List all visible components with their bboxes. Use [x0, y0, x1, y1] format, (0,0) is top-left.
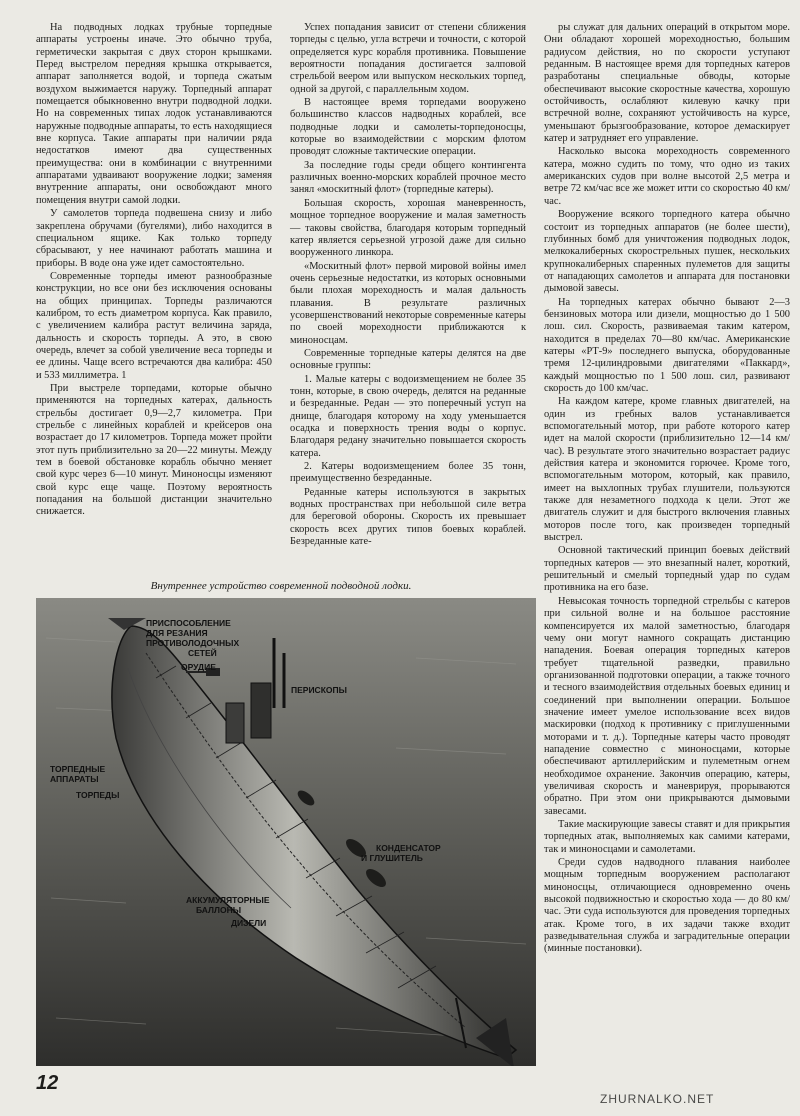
paragraph: Большая скорость, хорошая маневренность, мощное торпедное вооружение и малая заметность — таковы свойства, благодаря которым торпедный катер является серьезной угрозой даже для сильно вооруженного линкора.: [290, 197, 526, 259]
label-torpedoes: Торпеды: [76, 790, 120, 800]
paragraph: На каждом катере, кроме главных двигателей, на один из гребных валов устанавливается вспомогательный мотор, при работе которого катер идет на малой скорости (приблизительно 12—14 км/час). В результате этого значительно возрастает радиус действия катера и экономится горючее. Кроме того, вспомогательным мотором, который, как правило, имеет на выхлопных трубах глушители, пользуются также для незаметного подхода к цели. Этот же двигатель служит и для быстрого включения главных моторов после того, как произведен торпедный выстрел.: [544, 396, 790, 544]
paragraph: «Москитный флот» первой мировой войны имел очень серьезные недостатки, из которых основными были плохая мореходность и малая дальность плавания. В результате различных усовершенствований некоторые современные катеры по своей мореходности приближаются к миноносцам.: [290, 260, 526, 346]
paragraph: При выстреле торпедами, которые обычно применяются на торпедных катерах, дальность стрельбы достигает 0,9—2,7 километра. При стрельбе с линейных кораблей и крейсеров она возрастает до 17 километров. Торпеда может пройти этот путь приблизительно за 20—22 минуты. Между тем в боевой обстановке корабль обычно меняет свой курс через 6—10 минут. Миноносцы изменяют свой курс еще чаще. Поэтому вероятность попадания на большой дистанции значительно снижается.: [36, 382, 272, 518]
paragraph: Современные торпеды имеют разнообразные конструкции, но все они без исключения основаны на общих принципах. Торпеды различаются калибром, то есть диаметром корпуса. Как правило, с увеличением калибра растут величина заряда, дальность и скорость торпеды. А это, в свою очередь, влечет за собой увеличение веса торпеды и ее длины. Чаще всего встречаются два калибра: 450 и 533 миллиметра. 1: [36, 270, 272, 381]
paragraph: ры служат для дальних операций в открытом море. Они обладают хорошей мореходностью, большим радиусом действия, но по скорости уступают реданным. В настоящее время для торпедных катеров разработаны специальные обводы, которые обеспечивают высокие скоростные качества, хорошую остойчивость, ослабляют килевую качку при встречной волне, сохраняют устойчивость на курсе, уменьшают брызгообразование, которое демаскирует катер и затрудняет его управление.: [544, 22, 790, 145]
paragraph: 2. Катеры водоизмещением более 35 тонн, преимущественно безреданные.: [290, 461, 526, 485]
label-diesels: Дизели: [231, 918, 267, 928]
paragraph: На подводных лодках трубные торпедные аппараты устроены иначе. Это обычно труба, герметически закрытая с двух сторон крышками. Перед выстрелом передняя крышка открывается, аппарат заполняется водой, и торпеда сжатым воздухом выжимается наружу. Торпедный аппарат помещается обыкновенно внутри подводной лодки. Но на современных типах лодок устанавливаются наружные подводные аппараты, то есть находящиеся вне корпуса. Такие аппараты при наличии ряда недостатков имеют два существенных преимущества: они в комбинации с внутренними аппаратами удваивают вооружение лодки; заменяя внутренние аппараты, они освобождают много помещения внутри самой лодки.: [36, 22, 272, 206]
watermark: ZHURNALKO.NET: [600, 1092, 715, 1106]
paragraph: За последние годы среди общего контингента различных военно-морских кораблей прочное место занял «москитный флот» (торпедные катеры).: [290, 159, 526, 196]
figure-caption: Внутреннее устройство современной подводной лодки.: [150, 580, 412, 592]
label-condenser: Конденсатор: [376, 843, 441, 853]
submarine-cutaway-drawing: [36, 598, 536, 1066]
paragraph: У самолетов торпеда подвешена снизу и либо закреплена обручами (бугелями), либо находится в специальном ящике. Как только торпеду сбрасывают, у нее начинают работать машина и приборы. В воде она уже идет самостоятельно.: [36, 208, 272, 269]
text-column-1: [36, 22, 272, 519]
page-number: 12: [36, 1072, 59, 1094]
label-condenser: и глушитель: [361, 853, 423, 863]
paragraph: Среди судов надводного плавания наиболее мощным торпедным вооружением располагают миноносцы, отличающиеся одновременно очень высокой подвижностью и скоростью хода — до 80 км/час. Эти суда используются для проведения торпедных атак. Кроме того, в их задачи также входит разведывательная служба и заградительные операции (минные постановки).: [544, 857, 790, 955]
paragraph: Основной тактический принцип боевых действий торпедных катеров — это внезапный налет, короткий, решительный и смелый торпедный удар по судам противника на его базе.: [544, 545, 790, 594]
paragraph: Насколько высока мореходность современного катера, можно судить по тому, что одно из таких американских судов при волне высотой 2,5 метра и ветре 72 км/час все же может итти со скоростью 40 км/час.: [544, 146, 790, 207]
paragraph: Реданные катеры используются в закрытых водных пространствах при небольшой силе ветра для береговой обороны. Скорость их превышает скорость всех других типов боевых кораблей. Безреданные кате-: [290, 486, 526, 548]
paragraph: Невысокая точность торпедной стрельбы с катеров при сильной волне и на большое расстояние компенсируется их малой заметностью, благодаря чему они могут намного сокращать дистанцию нападения. Боевая операция торпедных катеров требует тщательной разведки, правильно организованной подготовки операции, а также точного и тесного взаимодействия отдельных боевых единиц и соединений при выполнении операции. Большое значение имеет умелое использование всех видов маскировки (подход к противнику с приглушенными моторами и т. д.). Торпедные катеры часто проводят нападение совместно с миноносцами, которые обеспечивают артиллерийским и пулеметным огнем необходимое охранение. Закончив операцию, катеры, увеличивая скорость и маневрируя, прорываются обратно. При этом они прикрываются дымовыми завесами.: [544, 595, 790, 817]
paragraph: 1. Малые катеры с водоизмещением не более 35 тонн, которые, в свою очередь, делятся на реданные и безреданные. Редан — это поперечный уступ на днище, благодаря которому на ходу уменьшается осадка и поверхность трения воды о корпус. Благодаря редану значительно повышается скорость катера.: [290, 373, 526, 459]
label-net-cutter: для резания: [146, 628, 208, 638]
label-net-cutter: сетей: [188, 648, 217, 658]
submarine-illustration: [36, 598, 536, 1066]
paragraph: Современные торпедные катеры делятся на две основные группы:: [290, 347, 526, 372]
text-column-3: [544, 22, 790, 1072]
label-net-cutter: Приспособление: [146, 618, 231, 628]
paragraph: Успех попадания зависит от степени сближения торпеды с целью, угла встречи и точности, с которой определяется курс корабля противника. Повышение вероятности попадания достигается залповой стрельбой веером или выпуском нескольких торпед, одной за другой, с параллельным ходом.: [290, 22, 526, 95]
label-battery: баллоны: [196, 905, 242, 915]
label-periscopes: Перископы: [291, 685, 347, 695]
paragraph: Вооружение всякого торпедного катера обычно состоит из торпедных аппаратов (не более шести), глубинных бомб для уничтожения подводных лодок, мелкокалиберных скорострельных пушек, нескольких крупнокалиберных спаренных пулеметов для защиты от нападающих самолетов и аппарата для постановки дымовой завесы.: [544, 209, 790, 295]
label-torpedo-tubes: Торпедные: [50, 764, 106, 774]
paragraph: Такие маскирующие завесы ставят и для прикрытия торпедных атак, выполняемых как самими катерами, так и миноносцами и самолетами.: [544, 819, 790, 855]
label-torpedo-tubes: аппараты: [50, 774, 99, 784]
text-column-2: [290, 22, 526, 548]
paragraph: В настоящее время торпедами вооружено большинство классов надводных кораблей, все подводные лодки и самолеты-торпедоносцы, которые во взаимодействии с морским флотом проводят сложные тактические операции.: [290, 97, 526, 158]
paragraph: На торпедных катерах обычно бывают 2—3 бензиновых мотора или дизели, мощностью до 1 500 лош. сил. Скорость, развиваемая таким катером, находится в пределах 70—80 км/час. Американские катеры «РТ-9» последнего выпуска, оборудованные тремя 12-цилиндровыми двигателями «Паккард», каждый мощностью по 1 500 лош. сил, развивают скорость до 100 км/час.: [544, 296, 790, 394]
label-battery: Аккумуляторные: [186, 895, 270, 905]
label-net-cutter: противолодочных: [146, 638, 240, 648]
label-gun: Орудие: [181, 662, 216, 672]
